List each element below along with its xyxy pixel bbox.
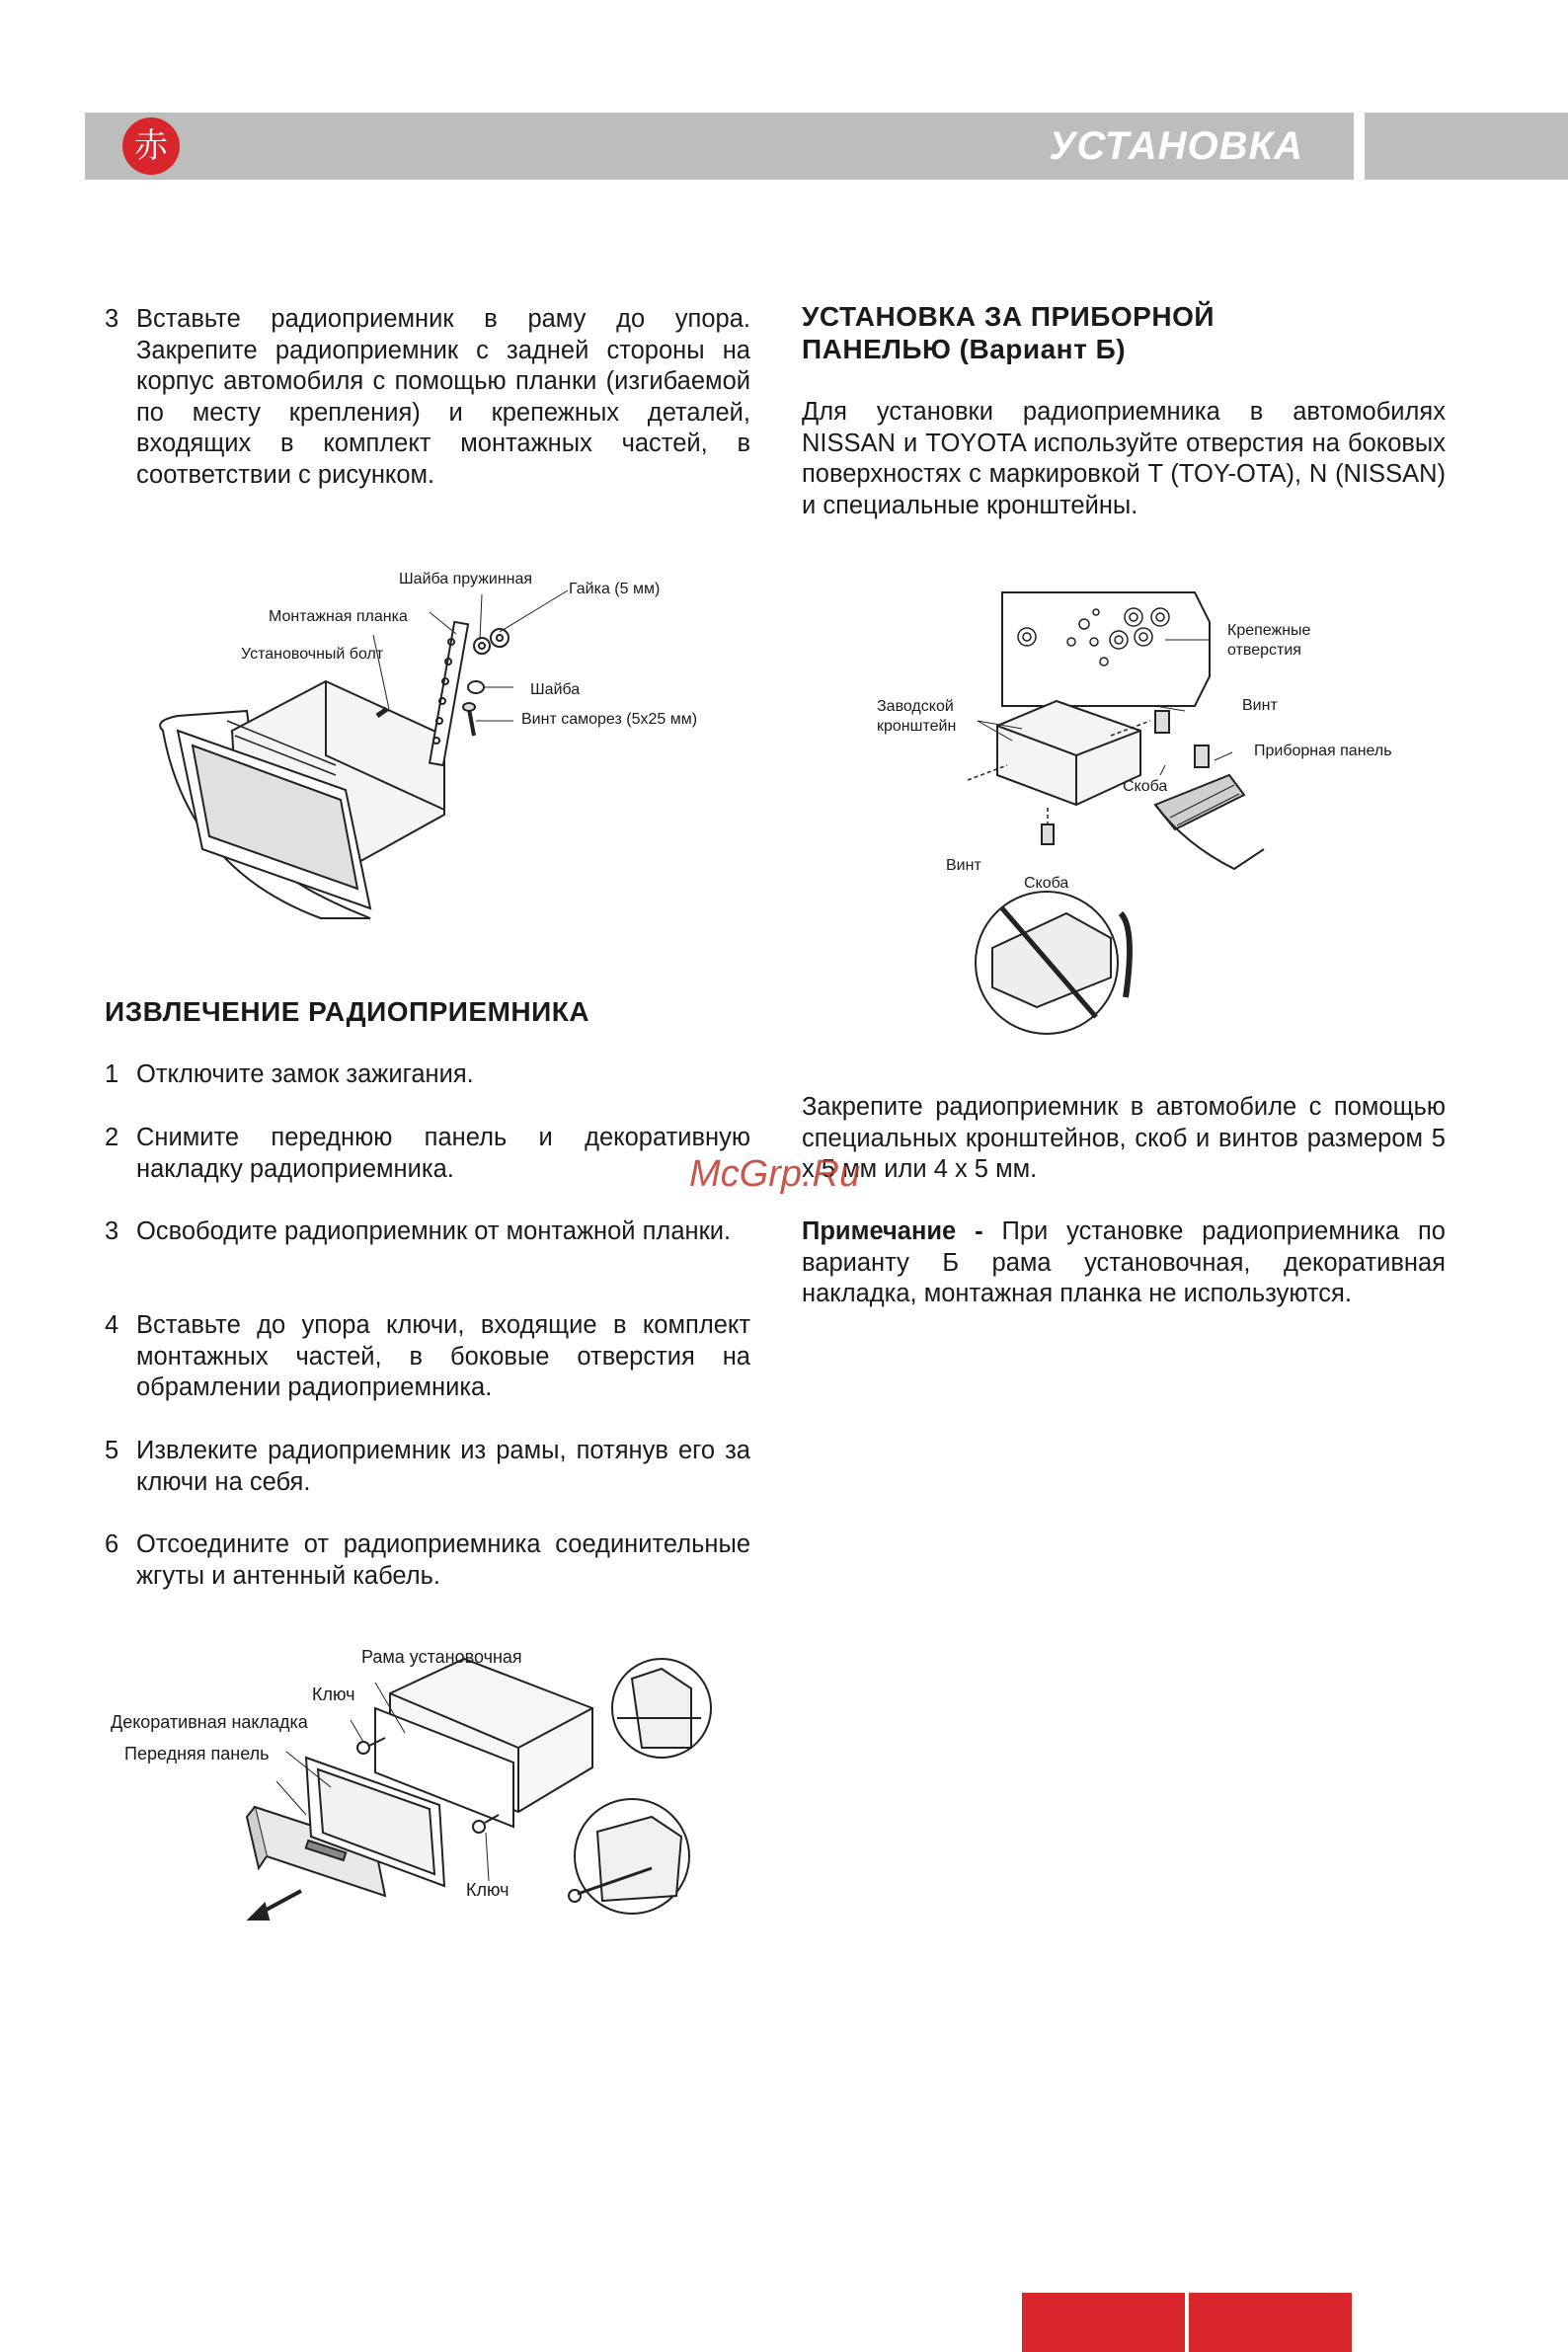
note-dash: - xyxy=(975,1217,983,1245)
label-screw-top: Винт xyxy=(1242,697,1278,714)
intro-text: Для установки радиоприемника в автомобилях NISSAN и TOYOTA используйте отверстия на боковых поверхностях с маркировкой T (TOY-OTA), N (NISSAN) и специальные кронштейны. xyxy=(802,398,1446,519)
label-trim: Декоративная накладка xyxy=(111,1712,308,1732)
step-text: Освободите радиоприемник от монтажной планки. xyxy=(136,1217,732,1245)
dashboard-install-figure xyxy=(869,583,1422,1057)
label-frame: Рама установочная xyxy=(361,1647,522,1667)
label-dashboard: Приборная панель xyxy=(1254,743,1392,759)
removal-step-3 xyxy=(105,1216,750,1248)
removal-step-1 xyxy=(105,1059,750,1091)
step-text: Отсоедините от радиоприемника соединительные жгуты и антенный кабель. xyxy=(136,1530,750,1590)
step-text: Вставьте радиоприемник в раму до упора. Закрепите радиоприемник с задней стороны на корпус автомобиля с помощью планки (изгибаемой по месту крепления) и крепежных деталей, входящих в комплект монтажных частей, в соответствии с рисунком. xyxy=(136,305,750,489)
step-text: Снимите переднюю панель и декоративную накладку радиоприемника. xyxy=(136,1124,750,1183)
removal-figure xyxy=(227,1639,741,1995)
removal-step-4 xyxy=(105,1310,750,1404)
label-mounting-holes: Крепежные отверстия xyxy=(1227,622,1311,659)
label-washer: Шайба xyxy=(530,681,581,698)
label-key-top: Ключ xyxy=(312,1685,355,1704)
step-number: 1 xyxy=(105,1060,119,1088)
footer-bar-left xyxy=(1022,2293,1185,2352)
footer-bar-right xyxy=(1189,2293,1352,2352)
label-key-bottom: Ключ xyxy=(466,1880,510,1900)
intro-paragraph xyxy=(802,397,1446,521)
mounting-strap-figure xyxy=(148,563,741,938)
brand-logo: 赤 xyxy=(122,118,180,175)
step-number: 4 xyxy=(105,1311,119,1339)
removal-step-5 xyxy=(105,1436,750,1498)
watermark: McGrp.Ru xyxy=(689,1153,861,1195)
fix-text: Закрепите радиоприемник в автомобиле с помощью специальных кронштейнов, скоб и винтов размером 5 х 5 мм или 4 х 5 мм. xyxy=(802,1093,1446,1183)
step-text: Извлеките радиоприемник из рамы, потянув его за ключи на себя. xyxy=(136,1437,750,1496)
removal-step-6 xyxy=(105,1529,750,1592)
step-number: 6 xyxy=(105,1530,119,1558)
install-step-3 xyxy=(105,304,750,491)
step-number: 2 xyxy=(105,1124,119,1151)
label-clip-mid: Скоба xyxy=(1123,778,1168,795)
step-number: 5 xyxy=(105,1437,119,1464)
label-nut: Гайка (5 мм) xyxy=(569,581,661,597)
step-number: 3 xyxy=(105,1217,119,1245)
label-clip-bottom: Скоба xyxy=(1024,875,1069,892)
section-heading: УСТАНОВКА ЗА ПРИБОРНОЙ ПАНЕЛЬЮ (Вариант Б) xyxy=(802,301,1215,364)
label-install-bolt: Установочный болт xyxy=(241,646,384,663)
page-title: УСТАНОВКА xyxy=(1049,124,1303,168)
label-front-panel: Передняя панель xyxy=(124,1744,270,1764)
label-factory-bracket: Заводской кронштейн xyxy=(877,698,957,735)
note-paragraph xyxy=(802,1216,1446,1310)
label-mounting-strap: Монтажная планка xyxy=(269,608,408,625)
note-label: Примечание xyxy=(802,1217,957,1245)
removal-heading: ИЗВЛЕЧЕНИЕ РАДИОПРИЕМНИКА xyxy=(105,996,590,1027)
label-screw-bottom: Винт xyxy=(946,857,981,874)
fix-paragraph xyxy=(802,1092,1446,1186)
step-number: 3 xyxy=(105,305,119,333)
label-spring-washer: Шайба пружинная xyxy=(399,571,533,588)
header-bar-tab xyxy=(1365,113,1568,180)
note-text: При установке радиоприемника по варианту Б рама установочная, декоративная накладка, монтажная планка не используются. xyxy=(802,1217,1446,1307)
removal-step-2 xyxy=(105,1123,750,1185)
step-text: Вставьте до упора ключи, входящие в комплект монтажных частей, в боковые отверстия на обрамлении радиоприемника. xyxy=(136,1311,750,1401)
step-text: Отключите замок зажигания. xyxy=(136,1060,474,1088)
label-screw: Винт саморез (5х25 мм) xyxy=(521,711,698,728)
